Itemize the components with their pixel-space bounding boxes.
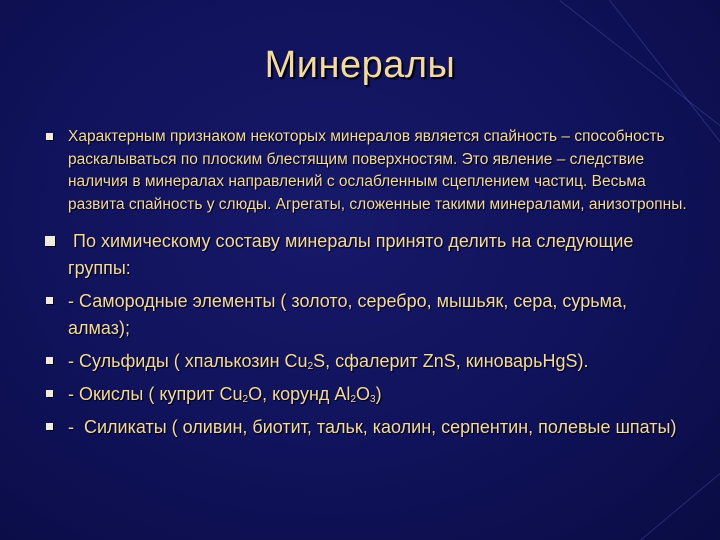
bullet-text: - Сульфиды ( хпалькозин $Cu_2S$, сфалерит ZnS, киноварьHgS). bbox=[68, 351, 589, 372]
bullet-item-groups-intro bbox=[40, 228, 690, 282]
bullet-text: - Самородные элементы ( золото, серебро, мышьяк, сера, сурьма, алмаз); bbox=[68, 291, 627, 338]
bullet-text: Характерным признаком некоторых минералов является спайность – способность раскалываться по плоским блестящим поверхностям. Это явление – следствие наличия в минералах направлений с ослабленным сцеплением частиц. Весьма развита спайность у слюды. Агрегаты, сложенные такими минералами, анизотропны. bbox=[68, 128, 687, 213]
square-bullet-icon bbox=[46, 357, 53, 364]
square-bullet-icon bbox=[46, 297, 53, 304]
bullet-list bbox=[40, 126, 690, 447]
bullet-item-cleavage bbox=[40, 126, 690, 216]
bullet-text: По химическому составу минералы принято делить на следующие группы: bbox=[68, 231, 639, 278]
bullet-item-sulfides bbox=[40, 348, 690, 375]
square-bullet-icon bbox=[46, 423, 53, 430]
square-bullet-icon bbox=[46, 133, 53, 140]
bullet-item-silicates bbox=[40, 414, 690, 441]
slide-title: Минералы bbox=[264, 44, 456, 86]
square-bullet-icon bbox=[46, 390, 53, 397]
bullet-text: - Силикаты ( оливин, биотит, тальк, каолин, серпентин, полевые шпаты) bbox=[68, 417, 677, 437]
bullet-item-oxides bbox=[40, 381, 690, 408]
bullet-item-native-elements bbox=[40, 288, 690, 342]
square-bullet-icon bbox=[45, 236, 55, 246]
bullet-text: - Окислы ( куприт $Cu_2O$, корунд $Al_2O_3$) bbox=[68, 384, 382, 405]
